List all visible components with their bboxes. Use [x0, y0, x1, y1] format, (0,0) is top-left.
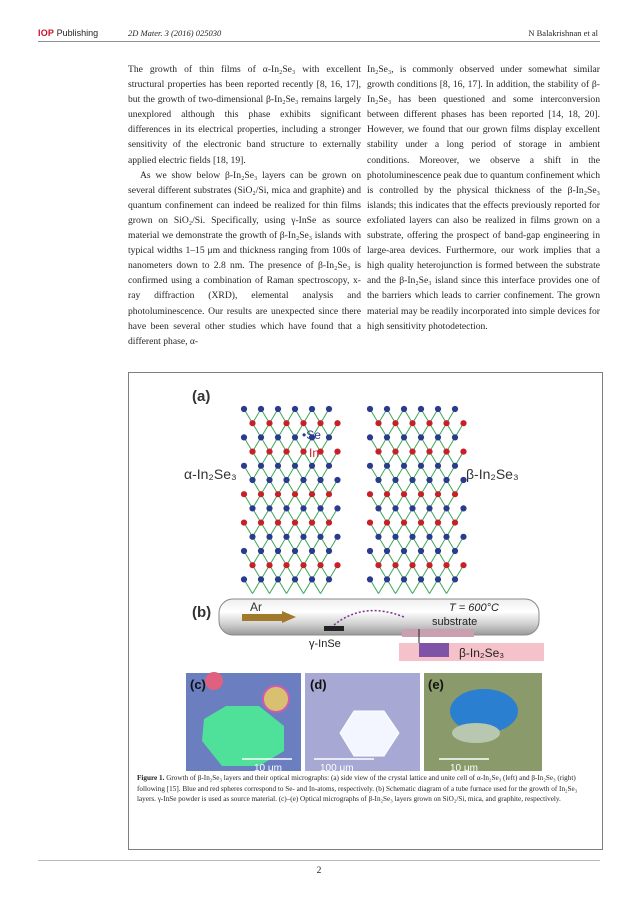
- se-atom: [309, 463, 315, 469]
- se-atom: [426, 534, 432, 540]
- panel-c: [186, 672, 301, 774]
- panel-b-label: (b): [192, 604, 212, 621]
- in-atom: [401, 491, 407, 497]
- in-atom: [266, 562, 272, 568]
- se-atom: [249, 477, 255, 483]
- in-atom: [249, 562, 255, 568]
- se-atom: [326, 548, 332, 554]
- se-atom: [435, 434, 441, 440]
- se-atom: [367, 576, 373, 582]
- se-atom: [409, 534, 415, 540]
- in-atom: [418, 491, 424, 497]
- in-atom: [334, 449, 340, 455]
- running-authors: N Balakrishnan et al: [528, 28, 598, 38]
- panel-d: [305, 673, 420, 774]
- se-atom: [452, 576, 458, 582]
- journal-citation: 2D Mater. 3 (2016) 025030: [128, 28, 222, 38]
- se-atom: [241, 406, 247, 412]
- header-rule: [38, 41, 600, 42]
- se-atom: [367, 434, 373, 440]
- figure-caption: [137, 773, 595, 805]
- in-atom: [401, 520, 407, 526]
- se-atom: [317, 477, 323, 483]
- in-atom: [300, 449, 306, 455]
- substrate-label: substrate: [432, 616, 478, 628]
- in-atom: [392, 449, 398, 455]
- se-atom: [292, 548, 298, 554]
- alpha-lattice: [241, 406, 341, 594]
- se-atom: [300, 534, 306, 540]
- in-atom: [266, 420, 272, 426]
- scale-d-label: 100 μm: [320, 763, 354, 774]
- se-atom: [435, 406, 441, 412]
- beta-phase-label: β-In₂Se₃: [466, 466, 519, 482]
- se-atom: [266, 505, 272, 511]
- se-atom: [401, 548, 407, 554]
- se-atom: [334, 477, 340, 483]
- se-atom: [300, 505, 306, 511]
- in-atom: [426, 449, 432, 455]
- se-atom: [326, 434, 332, 440]
- in-atom: [409, 562, 415, 568]
- in-atom: [443, 449, 449, 455]
- se-atom: [460, 534, 466, 540]
- se-atom: [266, 534, 272, 540]
- se-atom: [426, 477, 432, 483]
- se-atom: [375, 477, 381, 483]
- se-atom: [452, 463, 458, 469]
- in-atom: [283, 420, 289, 426]
- ar-label: Ar: [250, 600, 262, 614]
- in-atom: [443, 420, 449, 426]
- se-atom: [241, 576, 247, 582]
- in-atom: [460, 449, 466, 455]
- in-atom: [409, 420, 415, 426]
- figure-1: [128, 372, 603, 850]
- se-atom: [317, 505, 323, 511]
- se-atom: [241, 548, 247, 554]
- in-atom: [283, 449, 289, 455]
- in-atom: [266, 449, 272, 455]
- se-atom: [435, 576, 441, 582]
- in-atom: [367, 491, 373, 497]
- panel-b: [192, 599, 544, 661]
- se-atom: [367, 406, 373, 412]
- se-atom: [258, 406, 264, 412]
- se-atom: [326, 406, 332, 412]
- se-atom: [401, 463, 407, 469]
- se-atom: [460, 505, 466, 511]
- island-edge: [205, 672, 223, 690]
- se-atom: [275, 576, 281, 582]
- se-atom: [292, 576, 298, 582]
- in-atom: [317, 420, 323, 426]
- in-atom: [300, 420, 306, 426]
- footer-rule: [38, 860, 600, 861]
- in-atom: [249, 449, 255, 455]
- in-atom: [326, 520, 332, 526]
- se-atom: [283, 505, 289, 511]
- in-atom: [241, 520, 247, 526]
- se-atom: [401, 406, 407, 412]
- in-atom: [392, 420, 398, 426]
- se-atom: [317, 534, 323, 540]
- in-atom: [275, 520, 281, 526]
- se-atom: [401, 434, 407, 440]
- in-atom: [309, 520, 315, 526]
- se-atom: [435, 463, 441, 469]
- in-atom: [384, 520, 390, 526]
- se-atom: [326, 576, 332, 582]
- in-atom: [334, 562, 340, 568]
- se-atom: [418, 463, 424, 469]
- panel-e: [424, 673, 542, 774]
- se-atom: [409, 477, 415, 483]
- se-atom: [309, 576, 315, 582]
- in-atom: [460, 420, 466, 426]
- se-atom: [292, 434, 298, 440]
- grey-flake: [452, 723, 500, 743]
- in-atom: [309, 491, 315, 497]
- in-atom: [418, 520, 424, 526]
- publisher-logo: IOP Publishing: [38, 28, 99, 38]
- se-atom: [418, 576, 424, 582]
- in-atom: [435, 520, 441, 526]
- se-atom: [275, 463, 281, 469]
- se-atom: [375, 534, 381, 540]
- se-atom: [401, 576, 407, 582]
- alpha-phase-label: α-In₂Se₃: [184, 466, 237, 482]
- in-atom: [326, 491, 332, 497]
- caption-text: Growth of β-In₂Se₃ layers and their optical micrographs: (a) side view of the crystal lattice and unite cell of α-In₂Se₃ (left) and β-In₂Se₃ (right) following [15]. Blue and red spheres correspond to Se- and In-atoms, respectively. (b) Schematic diagram of a tube furnace used for the growth of In₂Se₃ layers. γ-InSe powder is used as source material. (c)–(e) Optical micrographs of β-In₂Se₃ layers grown on SiO₂/Si, mica, and graphite, respectively.: [137, 774, 578, 804]
- legend-in-label: In: [309, 446, 320, 460]
- se-atom: [283, 534, 289, 540]
- se-atom: [409, 505, 415, 511]
- se-atom: [275, 406, 281, 412]
- in-atom: [334, 420, 340, 426]
- se-atom: [275, 434, 281, 440]
- source-boat: [324, 626, 344, 631]
- se-atom: [435, 548, 441, 554]
- in-atom: [392, 562, 398, 568]
- se-atom: [258, 548, 264, 554]
- in-atom: [275, 491, 281, 497]
- se-atom: [392, 534, 398, 540]
- se-atom: [443, 505, 449, 511]
- in-atom: [375, 420, 381, 426]
- in-atom: [426, 420, 432, 426]
- paragraph: In₂Se₃, is commonly observed under somewhat similar growth conditions [8, 16, 17]. In addition, the stability of β-In₂Se₃ has been questioned and some interconversion between different phases has been reported [14, 18, 20]. However, we found that our grown films display excellent stability under a long period of storage in ambient conditions. Moreover, we observe a shift in the photoluminescence peak due to quantum confinement which is controlled by the physical thickness of the β-In₂Se₃ islands; this indicates that the effects previously reported for exfoliated layers can also be realized in films grown on a substrate, offering the prospect of band-gap engineering in large-area devices. Furthermore, our work implies that a high quality heterojunction is formed between the substrate and the β-In₂Se₃ island since this interface provides one of the barriers which leads to carrier confinement. The grown material may be readily incorporated into simple devices for high sensitivity photodetection.: [367, 64, 600, 332]
- in-atom: [452, 520, 458, 526]
- se-atom: [334, 534, 340, 540]
- layer-stack: [419, 643, 449, 657]
- se-atom: [309, 406, 315, 412]
- se-atom: [452, 434, 458, 440]
- in-atom: [375, 562, 381, 568]
- in-atom: [292, 520, 298, 526]
- right-text-column: [367, 62, 600, 334]
- panel-a-label: (a): [192, 388, 211, 405]
- product-label: β-In₂Se₃: [459, 646, 505, 660]
- se-atom: [309, 548, 315, 554]
- in-atom: [249, 420, 255, 426]
- in-atom: [460, 562, 466, 568]
- se-atom: [275, 548, 281, 554]
- in-atom: [241, 491, 247, 497]
- page-number: 2: [316, 866, 322, 876]
- se-atom: [300, 477, 306, 483]
- se-atom: [292, 406, 298, 412]
- in-atom: [375, 449, 381, 455]
- se-atom: [241, 434, 247, 440]
- se-atom: [452, 406, 458, 412]
- se-atom: [241, 463, 247, 469]
- se-atom: [443, 534, 449, 540]
- island-small: [263, 686, 289, 712]
- paragraph: As we show below β-In₂Se₃ layers can be grown on several different substrates (SiO₂/Si, mica and graphite) and quantum confinement can indeed be realized for thin films grown on SiO₂/Si. Specifically, using γ-InSe as source material we demonstrate the growth of β-In₂Se₃ islands with typical widths 1–15 μm and thickness ranging from 100s of nanometers down to 2.8 nm. The presence of β-In₂Se₃ is confirmed using a combination of Raman spectroscopy, x-ray diffraction (XRD), elemental analysis and photoluminescence. Our results are unexpected since there have been several other studies which have found that a different phase, α-: [128, 169, 361, 347]
- source-label: γ-InSe: [309, 638, 341, 650]
- se-atom: [258, 576, 264, 582]
- figure-artwork: [184, 381, 544, 776]
- in-atom: [317, 562, 323, 568]
- left-text-column: [128, 62, 361, 349]
- se-atom: [418, 548, 424, 554]
- panel-c-label: (c): [190, 677, 206, 692]
- in-atom: [367, 520, 373, 526]
- gas-flow-arrow-body: [242, 614, 282, 621]
- se-atom: [258, 463, 264, 469]
- in-atom: [426, 562, 432, 568]
- se-atom: [443, 477, 449, 483]
- se-atom: [418, 406, 424, 412]
- in-atom: [300, 562, 306, 568]
- in-atom: [452, 491, 458, 497]
- panel-d-label: (d): [310, 677, 327, 692]
- legend-se-label: •Se: [302, 428, 321, 442]
- paragraph: The growth of thin films of α-In₂Se₃ with excellent structural properties has been reported recently [8, 16, 17], but the growth of two-dimensional β-In₂Se₃ remains largely unexplored although this phase exhibits significant differences in its electrical properties, including a stronger sensitivity of the electronic band structure to externally applied electric fields [18, 19].: [128, 64, 361, 166]
- page-header: [0, 0, 638, 52]
- panel-a: [184, 388, 519, 594]
- se-atom: [367, 463, 373, 469]
- se-atom: [292, 463, 298, 469]
- beta-lattice: [367, 406, 467, 594]
- in-atom: [443, 562, 449, 568]
- se-atom: [384, 576, 390, 582]
- in-atom: [435, 491, 441, 497]
- se-atom: [392, 505, 398, 511]
- panel-e-label: (e): [428, 677, 444, 692]
- se-atom: [367, 548, 373, 554]
- se-atom: [418, 434, 424, 440]
- se-atom: [326, 463, 332, 469]
- se-atom: [384, 406, 390, 412]
- se-atom: [283, 477, 289, 483]
- se-atom: [375, 505, 381, 511]
- in-atom: [258, 520, 264, 526]
- se-atom: [384, 463, 390, 469]
- in-atom: [409, 449, 415, 455]
- se-atom: [384, 548, 390, 554]
- scale-e-label: 10 μm: [450, 763, 478, 774]
- caption-label: Figure 1.: [137, 774, 165, 782]
- in-atom: [258, 491, 264, 497]
- se-atom: [452, 548, 458, 554]
- substrate: [402, 629, 474, 637]
- se-atom: [249, 534, 255, 540]
- se-atom: [384, 434, 390, 440]
- se-atom: [266, 477, 272, 483]
- se-atom: [392, 477, 398, 483]
- scale-c-label: 10 μm: [254, 763, 282, 774]
- se-atom: [426, 505, 432, 511]
- se-atom: [249, 505, 255, 511]
- in-atom: [292, 491, 298, 497]
- in-atom: [283, 562, 289, 568]
- se-atom: [334, 505, 340, 511]
- in-atom: [384, 491, 390, 497]
- se-atom: [258, 434, 264, 440]
- temperature-label: T = 600°C: [449, 602, 499, 614]
